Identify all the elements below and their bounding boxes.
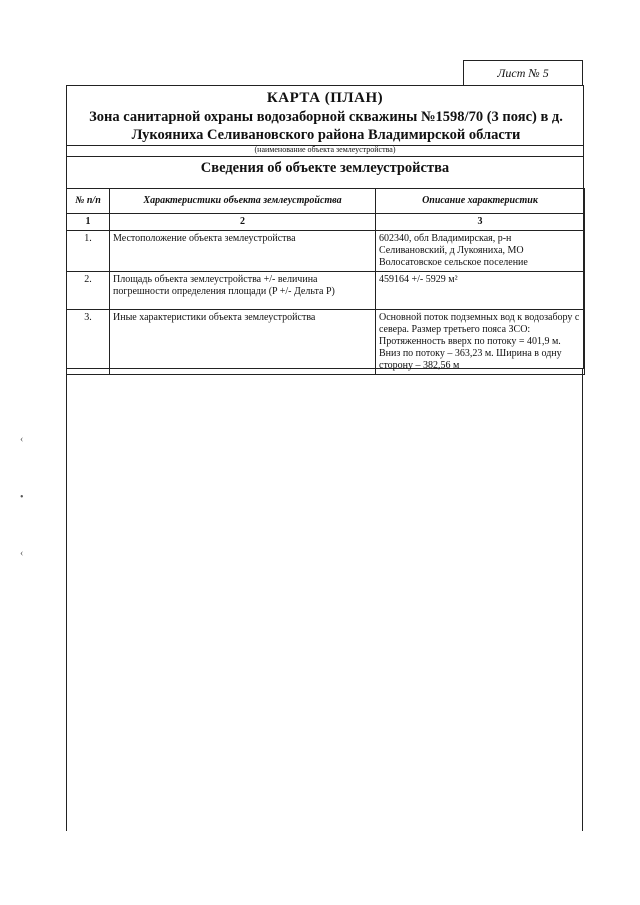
sheet-number: Лист № 5 bbox=[463, 60, 583, 85]
table-row bbox=[67, 310, 585, 375]
margin-mark: • bbox=[20, 492, 24, 503]
table-row bbox=[67, 272, 585, 310]
margin-mark: ‹ bbox=[20, 548, 24, 559]
table-index-row bbox=[67, 214, 585, 231]
row-description: Основной поток подземных вод к водозабору с севера. Размер третьего пояса ЗСО: Протяженность вверх по потоку = 401,9 м. Вниз по потоку – 363,23 м. Ширина в одну сторону – 382,56 м bbox=[376, 310, 585, 375]
document-frame bbox=[66, 85, 584, 369]
frame-left-border bbox=[66, 369, 67, 831]
column-header-description: Описание характеристик bbox=[376, 189, 585, 214]
table-header-row bbox=[67, 189, 585, 214]
index-cell: 3 bbox=[376, 214, 585, 231]
column-header-characteristic: Характеристики объекта землеустройства bbox=[110, 189, 376, 214]
row-number: 2. bbox=[67, 272, 110, 310]
index-cell: 2 bbox=[110, 214, 376, 231]
table-row bbox=[67, 231, 585, 272]
section-title: Сведения об объекте землеустройства bbox=[200, 160, 450, 176]
subtitle-line-1: Зона санитарной охраны водозаборной скважины №1598/70 (3 пояс) в д. bbox=[89, 109, 563, 125]
document-title: КАРТА (ПЛАН) bbox=[266, 90, 384, 106]
index-cell: 1 bbox=[67, 214, 110, 231]
section-divider bbox=[67, 156, 583, 157]
subtitle-line-2: Лукояниха Селивановского района Владимирской области bbox=[131, 127, 521, 143]
object-name-caption: (наименование объекта землеустройства) bbox=[254, 145, 396, 154]
row-characteristic: Площадь объекта землеустройства +/- величина погрешности определения площади (P +/- Дельта P) bbox=[110, 272, 376, 310]
row-number: 1. bbox=[67, 231, 110, 272]
frame-right-border bbox=[582, 369, 583, 831]
row-description: 602340, обл Владимирская, р-н Селивановский, д Лукояниха, МО Волосатовское сельское поселение bbox=[376, 231, 585, 272]
column-header-number: № п/п bbox=[67, 189, 110, 214]
row-number: 3. bbox=[67, 310, 110, 375]
margin-mark: ‹ bbox=[20, 434, 24, 445]
row-characteristic: Иные характеристики объекта землеустройства bbox=[110, 310, 376, 375]
document-subtitle bbox=[77, 108, 575, 144]
row-description: 459164 +/- 5929 м² bbox=[376, 272, 585, 310]
characteristics-table bbox=[66, 188, 585, 375]
row-characteristic: Местоположение объекта землеустройства bbox=[110, 231, 376, 272]
